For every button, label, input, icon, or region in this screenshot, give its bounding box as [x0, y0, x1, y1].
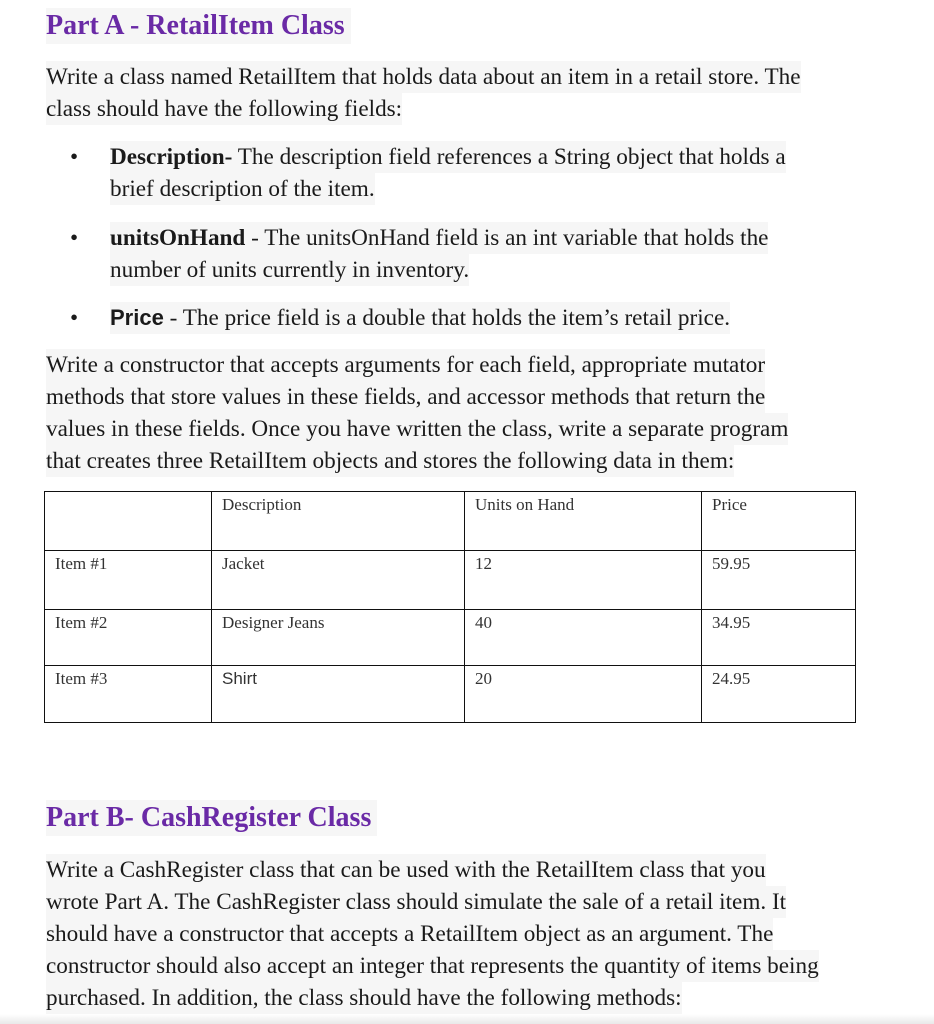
- table-cell: 12: [465, 551, 702, 610]
- text-line: Write a constructor that accepts arguments for each field, appropriate mutator: [46, 349, 765, 381]
- table-row: [45, 666, 856, 723]
- table-cell: 20: [465, 666, 702, 723]
- part-a-heading: Part A - RetailItem Class: [46, 8, 351, 44]
- table-header-cell: Description: [212, 492, 465, 551]
- table-cell: 59.95: [702, 551, 856, 610]
- field-term: Description-: [110, 144, 233, 170]
- bullet-icon: •: [70, 144, 79, 170]
- table-row: [45, 551, 856, 610]
- table-header-cell: [45, 492, 212, 551]
- field-text: The description field references a String object that holds a: [232, 144, 786, 170]
- table-cell: 24.95: [702, 666, 856, 723]
- text-line: purchased. In addition, the class should have the following methods:: [46, 982, 682, 1014]
- text-line: Write a CashRegister class that can be used with the RetailItem class that you: [46, 854, 766, 886]
- table-header-row: [45, 492, 856, 551]
- part-b-heading: Part B- CashRegister Class: [46, 800, 377, 836]
- field-text: number of units currently in inventory.: [110, 254, 469, 286]
- table-header-cell: Price: [702, 492, 856, 551]
- page-bottom-fade: [0, 1014, 934, 1024]
- table-cell: Item #3: [45, 666, 212, 723]
- table-cell: Jacket: [212, 551, 465, 610]
- table-cell: Shirt: [212, 666, 465, 723]
- table-cell: 34.95: [702, 610, 856, 666]
- bullet-icon: •: [70, 225, 79, 251]
- field-text: brief description of the item.: [110, 173, 375, 205]
- table-cell: Item #1: [45, 551, 212, 610]
- text-line: constructor should also accept an integer that represents the quantity of items being: [46, 950, 819, 982]
- table-cell: Item #2: [45, 610, 212, 666]
- field-term: unitsOnHand: [110, 225, 246, 251]
- part-a-intro: [46, 61, 906, 125]
- text-line: wrote Part A. The CashRegister class should simulate the sale of a retail item. It: [46, 886, 786, 918]
- table-cell: Designer Jeans: [212, 610, 465, 666]
- text-line: methods that store values in these fields, and accessor methods that return the: [46, 381, 765, 413]
- field-text: - The unitsOnHand field is an int variable that holds the: [245, 225, 769, 251]
- table-row: [45, 610, 856, 666]
- part-b-body: [46, 854, 906, 1014]
- retail-items-table: [44, 491, 856, 723]
- part-a-body: [46, 349, 906, 477]
- bullet-icon: •: [70, 305, 79, 331]
- table-header-cell: Units on Hand: [465, 492, 702, 551]
- text-line: that creates three RetailItem objects and stores the following data in them:: [46, 445, 734, 477]
- text-line: class should have the following fields:: [46, 93, 402, 125]
- text-line: Write a class named RetailItem that holds data about an item in a retail store. The: [46, 61, 801, 93]
- text-line: should have a constructor that accepts a RetailItem object as an argument. The: [46, 918, 773, 950]
- text-line: values in these fields. Once you have written the class, write a separate program: [46, 413, 788, 445]
- field-term: Price: [110, 305, 164, 330]
- field-text: - The price field is a double that holds the item’s retail price.: [163, 305, 731, 331]
- table-cell: 40: [465, 610, 702, 666]
